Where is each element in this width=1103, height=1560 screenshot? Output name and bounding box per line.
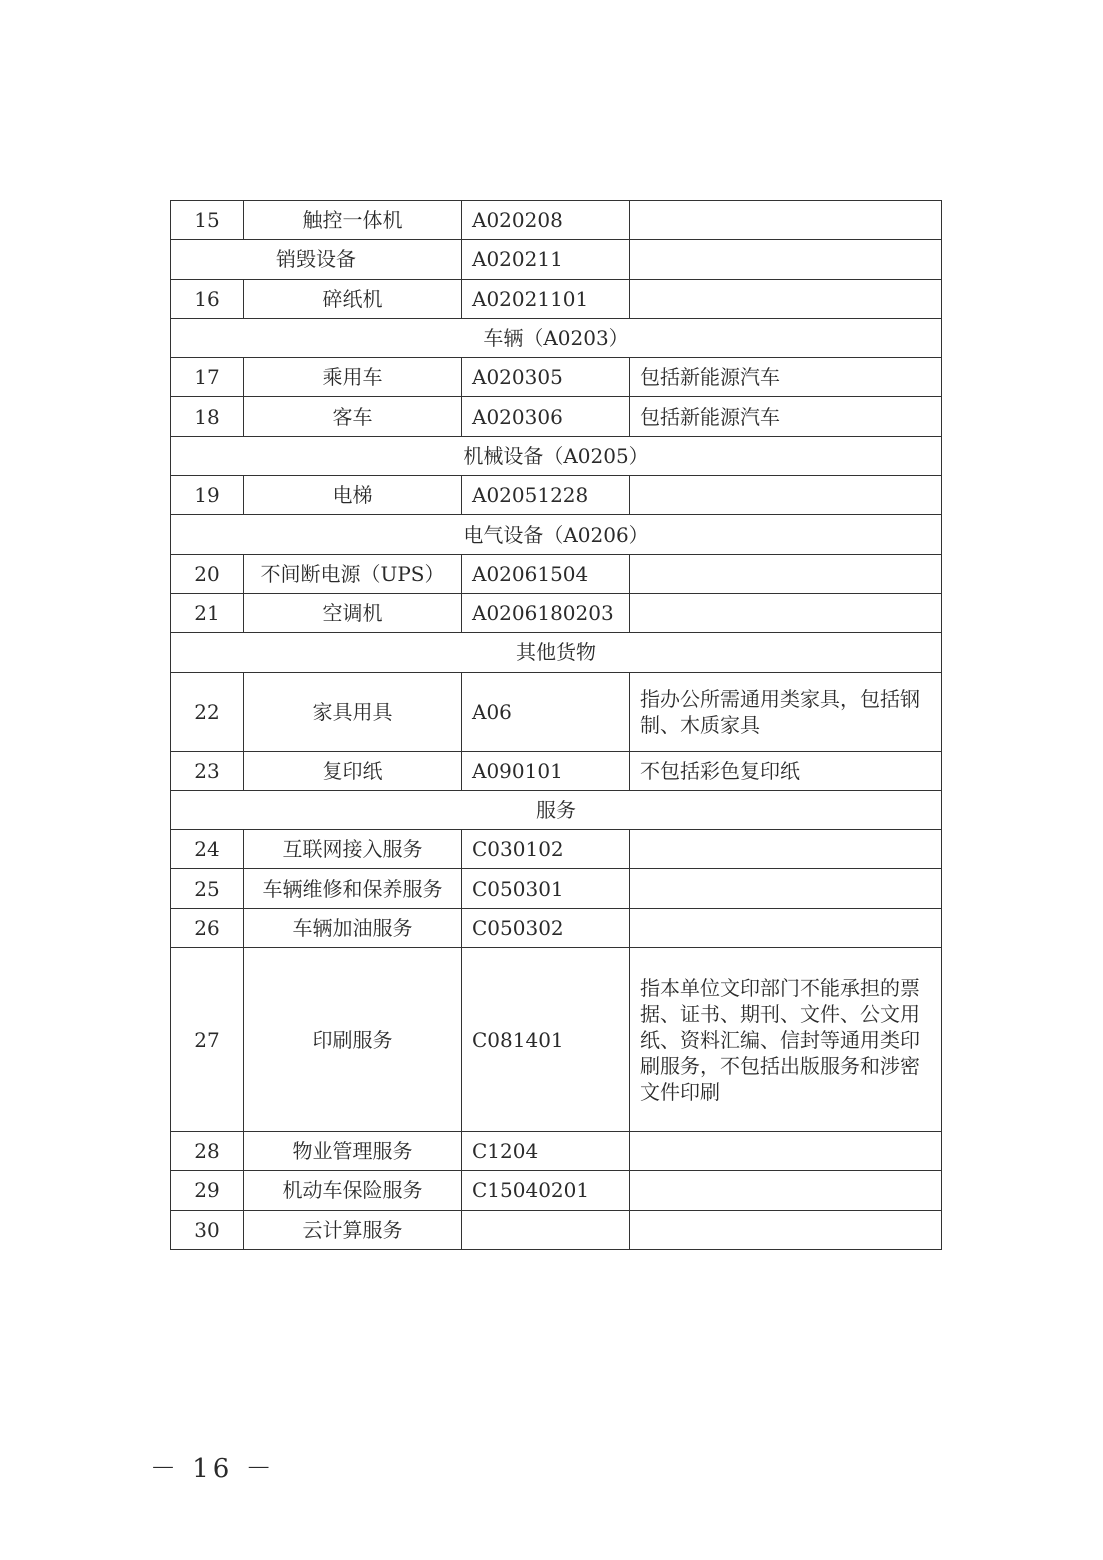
item-number: 17 <box>171 358 244 397</box>
item-code: C030102 <box>462 830 630 869</box>
table-row <box>171 279 942 318</box>
item-name: 空调机 <box>244 593 462 632</box>
item-number: 18 <box>171 397 244 436</box>
item-name: 电梯 <box>244 476 462 515</box>
item-number: 22 <box>171 672 244 751</box>
category-heading: 车辆（A0203） <box>171 318 942 357</box>
table-row <box>171 751 942 790</box>
item-number: 23 <box>171 751 244 790</box>
item-note <box>630 201 942 240</box>
item-note: 指本单位文印部门不能承担的票据、证书、期刊、文件、公文用纸、资料汇编、信封等通用类印刷服务，不包括出版服务和涉密文件印刷 <box>630 948 942 1132</box>
item-name: 客车 <box>244 397 462 436</box>
category-heading: 电气设备（A0206） <box>171 515 942 554</box>
item-number: 24 <box>171 830 244 869</box>
item-code: A020211 <box>462 240 630 279</box>
table-row <box>171 908 942 947</box>
category-heading: 服务 <box>171 790 942 829</box>
item-code: C081401 <box>462 948 630 1132</box>
table-row <box>171 593 942 632</box>
category-row <box>171 633 942 672</box>
item-note <box>630 1171 942 1210</box>
table-row <box>171 201 942 240</box>
table-row <box>171 476 942 515</box>
item-name: 不间断电源（UPS） <box>244 554 462 593</box>
category-heading: 其他货物 <box>171 633 942 672</box>
table-row <box>171 1210 942 1249</box>
item-note <box>630 476 942 515</box>
item-note <box>630 1132 942 1171</box>
item-name: 云计算服务 <box>244 1210 462 1249</box>
procurement-catalog-table <box>170 200 942 1250</box>
item-note: 包括新能源汽车 <box>630 397 942 436</box>
item-code: C050301 <box>462 869 630 908</box>
item-note <box>630 830 942 869</box>
page-number: － 16 － <box>150 1454 276 1484</box>
category-heading: 机械设备（A0205） <box>171 436 942 475</box>
item-name: 碎纸机 <box>244 279 462 318</box>
item-number: 15 <box>171 201 244 240</box>
item-number: 27 <box>171 948 244 1132</box>
item-name: 车辆维修和保养服务 <box>244 869 462 908</box>
table-row <box>171 240 942 279</box>
item-number: 25 <box>171 869 244 908</box>
item-name: 家具用具 <box>244 672 462 751</box>
item-note <box>630 908 942 947</box>
item-number: 21 <box>171 593 244 632</box>
item-code: A020305 <box>462 358 630 397</box>
item-number: 26 <box>171 908 244 947</box>
item-code: A0206180203 <box>462 593 630 632</box>
item-code: A02021101 <box>462 279 630 318</box>
item-note <box>630 279 942 318</box>
table-row <box>171 358 942 397</box>
item-note <box>630 240 942 279</box>
item-code: A06 <box>462 672 630 751</box>
item-note <box>630 593 942 632</box>
item-number: 28 <box>171 1132 244 1171</box>
item-code: A090101 <box>462 751 630 790</box>
item-code: A020306 <box>462 397 630 436</box>
table-row <box>171 948 942 1132</box>
item-name: 触控一体机 <box>244 201 462 240</box>
item-number: 16 <box>171 279 244 318</box>
item-code: C050302 <box>462 908 630 947</box>
category-row <box>171 318 942 357</box>
item-number: 30 <box>171 1210 244 1249</box>
item-number: 19 <box>171 476 244 515</box>
item-number: 20 <box>171 554 244 593</box>
table-row <box>171 830 942 869</box>
item-name: 复印纸 <box>244 751 462 790</box>
item-name: 车辆加油服务 <box>244 908 462 947</box>
item-name: 乘用车 <box>244 358 462 397</box>
category-row <box>171 436 942 475</box>
item-code: A020208 <box>462 201 630 240</box>
item-note: 包括新能源汽车 <box>630 358 942 397</box>
category-row <box>171 515 942 554</box>
item-name: 机动车保险服务 <box>244 1171 462 1210</box>
category-row <box>171 790 942 829</box>
table-row <box>171 1132 942 1171</box>
item-code: C1204 <box>462 1132 630 1171</box>
item-note <box>630 554 942 593</box>
item-name: 印刷服务 <box>244 948 462 1132</box>
item-number: 29 <box>171 1171 244 1210</box>
item-note <box>630 1210 942 1249</box>
item-code <box>462 1210 630 1249</box>
item-name: 互联网接入服务 <box>244 830 462 869</box>
item-name: 物业管理服务 <box>244 1132 462 1171</box>
table-row <box>171 554 942 593</box>
item-code: C15040201 <box>462 1171 630 1210</box>
table-row <box>171 1171 942 1210</box>
item-name: 销毁设备 <box>171 240 462 279</box>
table-row <box>171 869 942 908</box>
item-note: 不包括彩色复印纸 <box>630 751 942 790</box>
table-row <box>171 672 942 751</box>
item-code: A02061504 <box>462 554 630 593</box>
item-note <box>630 869 942 908</box>
item-code: A02051228 <box>462 476 630 515</box>
table-row <box>171 397 942 436</box>
item-note: 指办公所需通用类家具，包括钢制、木质家具 <box>630 672 942 751</box>
